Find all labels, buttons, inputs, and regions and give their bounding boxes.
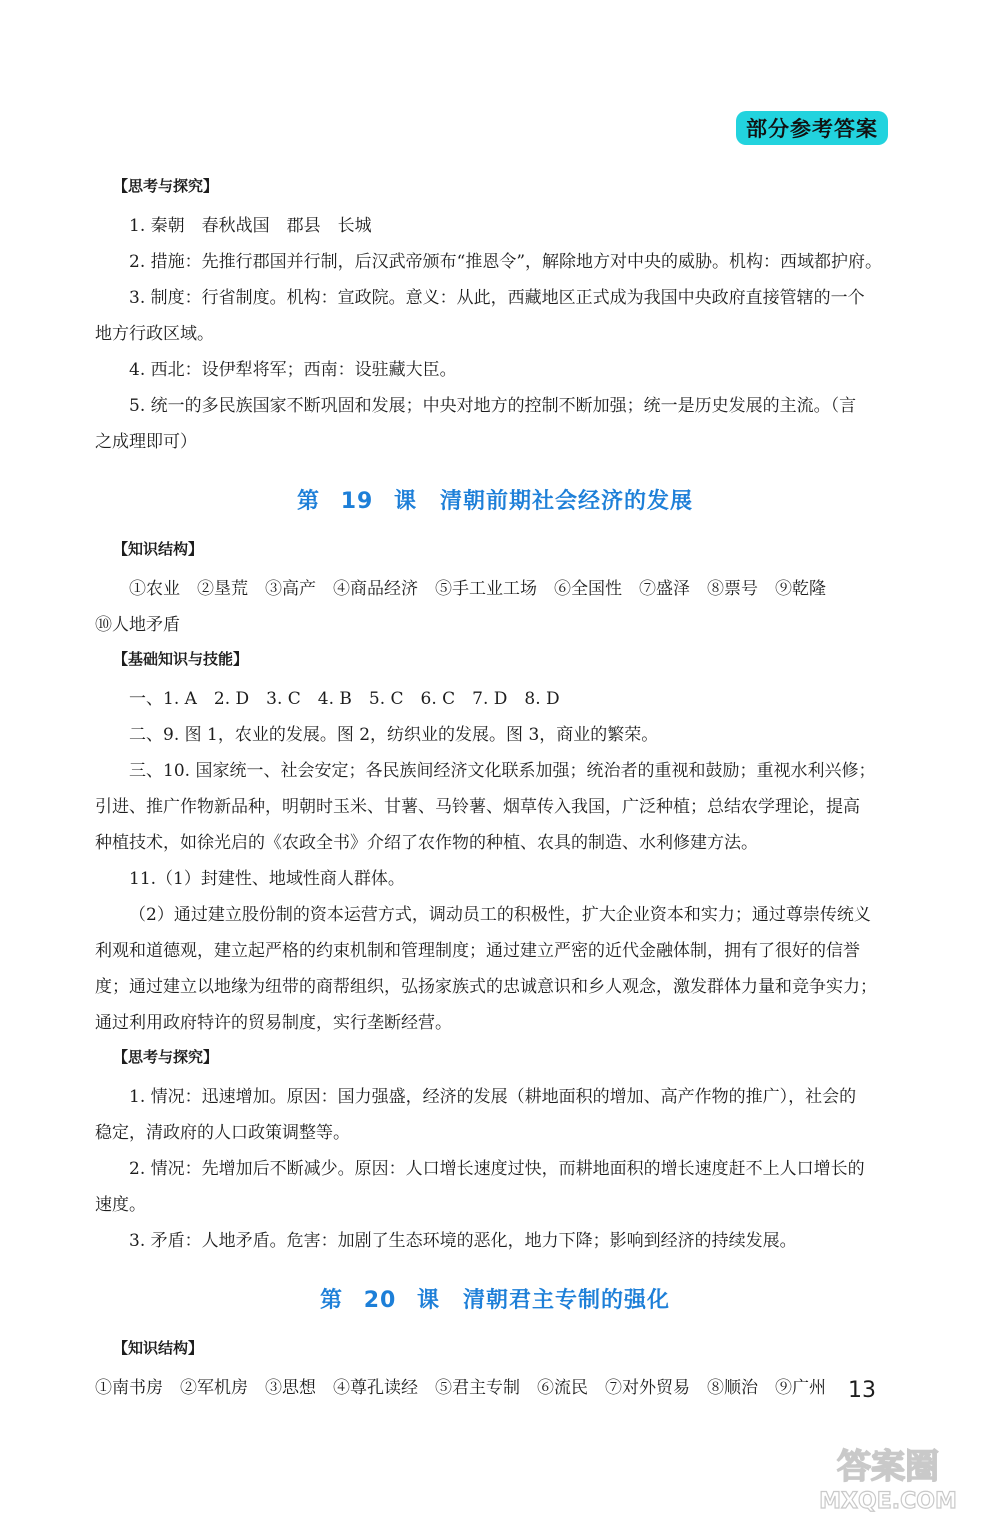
answer-line: 三、10. 国家统一、社会安定；各民族间经济文化联系加强；统治者的重视和鼓励；重视水利兴修；: [129, 761, 876, 781]
answer-line: 1. 情况：迅速增加。原因：国力强盛，经济的发展（耕地面积的增加、高产作物的推广），社会的: [129, 1087, 857, 1107]
watermark-logo-icon: [798, 1436, 978, 1516]
answer-line: 度；通过建立以地缘为纽带的商帮组织，弘扬家族式的忠诚意识和乡人观念，激发群体力量和竞争实力；: [95, 977, 877, 997]
answer-line: 种植技术，如徐光启的《农政全书》介绍了农作物的种植、农具的制造、水利修建方法。: [95, 833, 758, 853]
page-number: 13: [848, 1378, 876, 1403]
answer-section-badge: 部分参考答案: [736, 111, 888, 145]
answer-line: 引进、推广作物新品种，明朝时玉米、甘薯、马铃薯、烟草传入我国，广泛种植；总结农学理论，提高: [95, 797, 860, 817]
answer-line: 2. 情况：先增加后不断减少。原因：人口增长速度过快，而耕地面积的增长速度赶不上人口增长的: [129, 1159, 865, 1179]
answer-line: 稳定，清政府的人口政策调整等。: [95, 1123, 350, 1143]
answer-line: ①农业 ②垦荒 ③高产 ④商品经济 ⑤手工业工场 ⑥全国性 ⑦盛泽 ⑧票号 ⑨乾隆: [129, 579, 826, 599]
lesson-19-title: 第 19 课 清朝前期社会经济的发展: [297, 489, 693, 514]
answer-line: 4. 西北：设伊犁将军；西南：设驻藏大臣。: [129, 360, 457, 380]
answer-line: ①南书房 ②军机房 ③思想 ④尊孔读经 ⑤君主专制 ⑥流民 ⑦对外贸易 ⑧顺治 ⑨广州: [95, 1378, 826, 1398]
answer-line: 二、9. 图 1，农业的发展。图 2，纺织业的发展。图 3，商业的繁荣。: [129, 725, 659, 745]
answer-line: 2. 措施：先推行郡国并行制，后汉武帝颁布“推恩令”，解除地方对中央的威胁。机构：西域都护府。: [129, 252, 883, 272]
answer-line: 一、1. A 2. D 3. C 4. B 5. C 6. C 7. D 8. D: [129, 689, 560, 709]
answer-line: 1. 秦朝 春秋战国 郡县 长城: [129, 216, 372, 236]
answer-line: 之成理即可）: [95, 432, 197, 452]
watermark-text-domain: MXQE.COM: [819, 1489, 957, 1514]
answer-line: 地方行政区域。: [95, 324, 214, 344]
answer-line: ⑩人地矛盾: [95, 615, 180, 635]
answer-line: 3. 制度：行省制度。机构：宣政院。意义：从此，西藏地区正式成为我国中央政府直接管辖的一个: [129, 288, 865, 308]
lesson-20-title: 第 20 课 清朝君主专制的强化: [320, 1288, 670, 1313]
answer-line: （2）通过建立股份制的资本运营方式，调动员工的积极性，扩大企业资本和实力；通过尊崇传统义: [129, 905, 871, 925]
answer-line: 11.（1）封建性、地域性商人群体。: [129, 869, 405, 889]
watermark-logo: [798, 1436, 978, 1516]
answer-line: 5. 统一的多民族国家不断巩固和发展；中央对地方的控制不断加强；统一是历史发展的主流。（言: [129, 396, 857, 416]
section-label-think-explore: 【思考与探究】: [113, 1048, 219, 1066]
answer-line: 3. 矛盾：人地矛盾。危害：加剧了生态环境的恶化，地力下降；影响到经济的持续发展。: [129, 1231, 797, 1251]
answer-line: 通过利用政府特许的贸易制度，实行垄断经营。: [95, 1013, 452, 1033]
answer-line: 速度。: [95, 1195, 146, 1215]
section-label-knowledge-structure: 【知识结构】: [113, 540, 204, 558]
answer-line: 利观和道德观，建立起严格的约束机制和管理制度；通过建立严密的近代金融体制，拥有了很好的信誉: [95, 941, 860, 961]
page-content: [95, 176, 895, 1406]
section-label-basic-skills: 【基础知识与技能】: [113, 650, 249, 668]
section-label-knowledge-structure: 【知识结构】: [113, 1339, 204, 1357]
section-label-think-explore: 【思考与探究】: [113, 177, 219, 195]
watermark-text-cn: 答案圈: [837, 1447, 939, 1487]
